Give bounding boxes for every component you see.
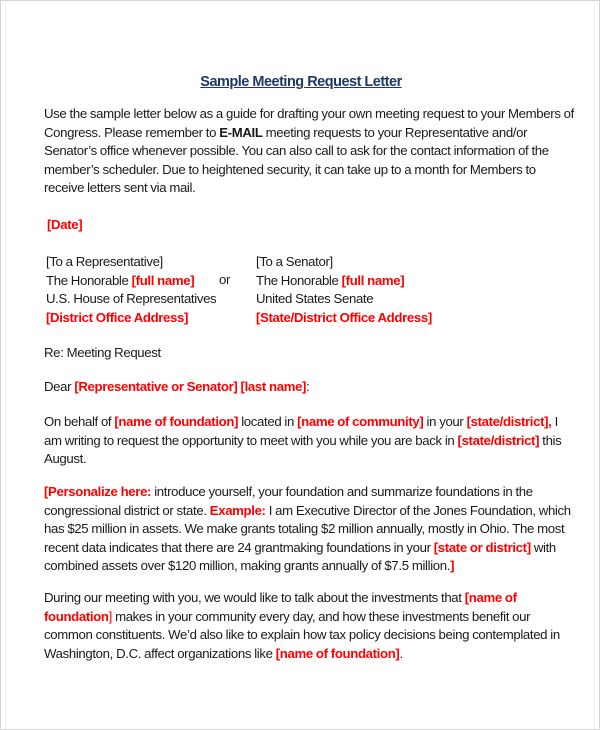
senator-address-block xyxy=(256,253,432,327)
state-district-placeholder: [state/district], xyxy=(466,414,552,429)
page-title: Sample Meeting Request Letter xyxy=(200,74,402,90)
paragraph-personalize: [Personalize here: introduce yourself, your foundation and summarize foundations in the congressional district or state. Example: I am Executive Director of the Jones Foundation, which has $25 million in assets. We make grants totaling $2 million annually, mostly in Ohio. The most recent data indicates that there are 24 grantmaking foundations in your [state or district] with combined assets over $120 million, making grants annually of $7.5 million.] xyxy=(44,484,571,573)
intro-paragraph xyxy=(44,105,574,198)
representative-name-line: The Honorable [full name] xyxy=(46,272,195,288)
state-district-placeholder: [state/district] xyxy=(457,432,540,448)
district-office-address-placeholder: [District Office Address] xyxy=(46,309,189,325)
senator-name-line: The Honorable [full name] xyxy=(256,272,405,288)
paragraph-request: On behalf of [name of foundation] located in [name of community] in your [state/district], I am writing to request the opportunity to meet with you while you are back in [state/district] this August. xyxy=(44,414,562,466)
senator-label: [To a Senator] xyxy=(256,254,333,269)
intro-text: meeting requests to your Representative and/or Senator’s office whenever possible. You can also call to ask for the contact information of the member’s scheduler. Due to heightened security, it can take up to a month for Members to receive letters sent via mail. xyxy=(44,124,549,195)
foundation-name-placeholder: [name of foundation] xyxy=(275,645,400,661)
date-placeholder: [Date] xyxy=(47,217,83,232)
representative-label: [To a Representative] xyxy=(46,254,163,269)
full-name-placeholder: [full name] xyxy=(341,272,405,288)
example-label: Example: xyxy=(209,502,266,518)
state-district-office-address-placeholder: [State/District Office Address] xyxy=(256,309,432,325)
representative-address-block xyxy=(46,253,216,327)
full-name-placeholder: [full name] xyxy=(131,272,195,288)
foundation-name-placeholder: [name of foundation xyxy=(44,590,517,624)
recipient-placeholder: [Representative or Senator] [last name] xyxy=(74,379,307,394)
closing-bracket: ] xyxy=(450,558,455,573)
personalize-label: [Personalize here: xyxy=(44,484,152,499)
salutation: Dear [Representative or Senator] [last name]: xyxy=(44,379,310,394)
state-or-district-placeholder: [state or district] xyxy=(433,539,531,555)
paragraph-meeting-topics: During our meeting with you, we would like to talk about the investments that [name of foundation] makes in your community every day, and how these investments benefit our common constituents. We’d also like to explain how tax policy decisions being contemplated in Washington, D.C. affect organizations like [name of foundation]. xyxy=(44,590,560,661)
page-margin-line xyxy=(5,1,6,729)
intro-text: Use the sample letter below as a guide for drafting your own meeting request to your Members of Congress. Please remember to xyxy=(44,106,574,140)
community-name-placeholder: [name of community] xyxy=(297,414,424,429)
email-emphasis: E-MAIL xyxy=(219,124,263,140)
page-margin-line xyxy=(594,1,595,729)
or-label: or xyxy=(219,272,231,287)
representative-chamber: U.S. House of Representatives xyxy=(46,291,217,306)
foundation-name-placeholder: [name of foundation] xyxy=(114,414,239,429)
senator-chamber: United States Senate xyxy=(256,291,374,306)
subject-line: Re: Meeting Request xyxy=(44,345,161,360)
